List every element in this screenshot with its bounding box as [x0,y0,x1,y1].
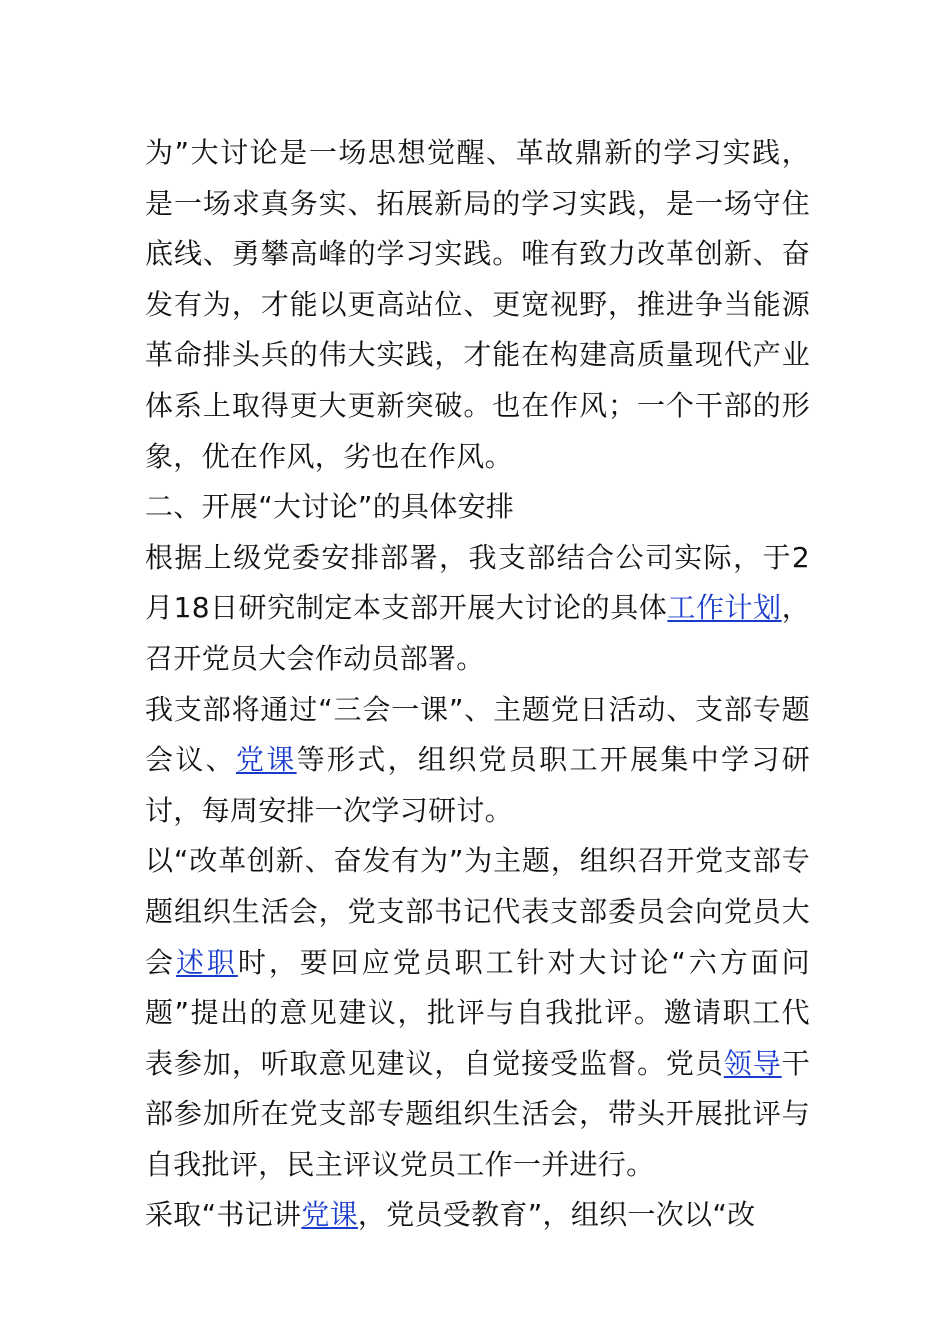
link-leadership[interactable]: 领导 [723,1046,782,1080]
paragraph-text: 采取“书记讲 [145,1198,302,1232]
paragraph-4 [145,685,810,837]
paragraph-text: 为”大讨论是一场思想觉醒、革故鼎新的学习实践，是一场求真务实、拓展新局的学习实践，是一场守住底线、勇攀高峰的学习实践。唯有致力改革创新、奋发有为，才能以更高站位、更宽视野，推进争当能源革命排头兵的伟大实践，才能在构建高质量现代产业体系上取得更大更新突破。也在作风；一个干部的形象，优在作风，劣也在作风。 [145,136,810,473]
paragraph-text: 等形式，组织党员职工开展集中学习研讨，每周安排一次学习研讨。 [145,743,810,827]
paragraph-3 [145,533,810,685]
link-report-duty[interactable]: 述职 [175,945,238,979]
paragraph-text: 时，要回应党员职工针对大讨论“六方面问题”提出的意见建议，批评与自我批评。邀请职工代表参加，听取意见建议，自觉接受监督。党员 [145,945,810,1080]
paragraph-text: 根据上级党委安排部署，我支部结合公司实际，于2月18日研究制定本支部开展大讨论的具体 [145,540,810,625]
paragraph-text: 以“改革创新、奋发有为”为主题，组织召开党支部专题组织生活会，党支部书记代表支部委员会向党员大会 [145,844,810,979]
paragraph-text: ，召开党员大会作动员部署。 [145,591,810,675]
heading-text: 二、开展“大讨论”的具体安排 [145,490,515,524]
document-body [145,128,810,1241]
link-party-lesson-2[interactable]: 党课 [301,1198,358,1232]
paragraph-text: 干部参加所在党支部专题组织生活会，带头开展批评与自我批评，民主评议党员工作一并进行。 [145,1046,810,1181]
section-heading [145,482,810,533]
paragraph-text: ，党员受教育”，组织一次以“改 [357,1198,756,1232]
link-party-lesson[interactable]: 党课 [235,743,297,777]
paragraph-1 [145,128,810,482]
paragraph-text: 我支部将通过“三会一课”、主题党日活动、支部专题会议、 [145,692,810,777]
paragraph-6 [145,1190,810,1241]
link-work-plan[interactable]: 工作计划 [667,591,782,625]
paragraph-5 [145,836,810,1190]
